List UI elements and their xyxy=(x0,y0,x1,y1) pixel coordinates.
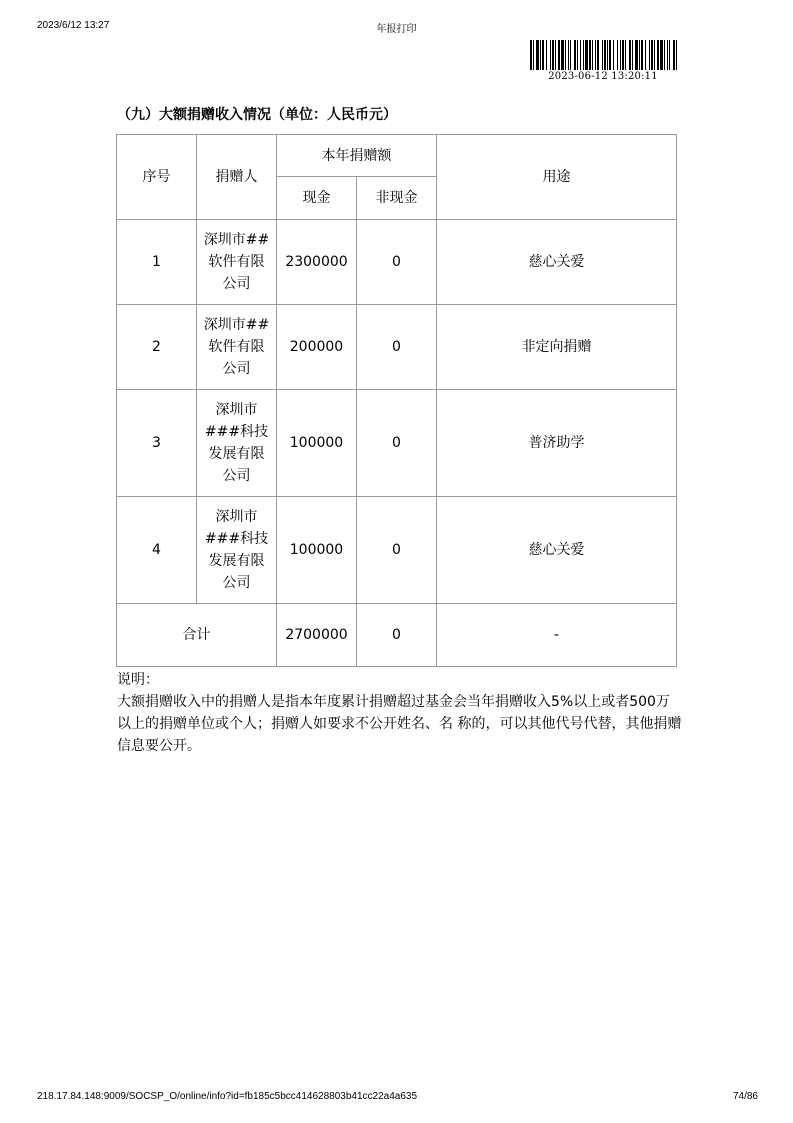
cell-cash: 2300000 xyxy=(277,220,357,305)
cell-noncash: 0 xyxy=(357,390,437,497)
donation-table xyxy=(116,134,677,667)
table-row xyxy=(117,390,677,497)
section-title: （九）大额捐赠收入情况（单位：人民币元） xyxy=(117,107,397,123)
cell-seq: 1 xyxy=(117,220,197,305)
cell-purpose: 慈心关爱 xyxy=(437,497,677,604)
footer-url: 218.17.84.148:9009/SOCSP_O/online/info?id=fb185c5bcc414628803b41cc22a4a635 xyxy=(37,1091,418,1102)
cell-seq: 4 xyxy=(117,497,197,604)
cell-donor: 深圳市###科技发展有限公司 xyxy=(197,390,277,497)
cell-purpose: 非定向捐赠 xyxy=(437,305,677,390)
table-row xyxy=(117,305,677,390)
cell-donor: 深圳市##软件有限公司 xyxy=(197,305,277,390)
table-row xyxy=(117,220,677,305)
barcode xyxy=(530,40,677,70)
cell-noncash: 0 xyxy=(357,497,437,604)
barcode-timestamp: 2023-06-12 13:20:11 xyxy=(548,71,658,82)
table-header-row xyxy=(117,135,677,177)
header-purpose: 用途 xyxy=(437,135,677,220)
total-label: 合计 xyxy=(117,604,277,667)
cell-purpose: 慈心关爱 xyxy=(437,220,677,305)
cell-donor: 深圳市###科技发展有限公司 xyxy=(197,497,277,604)
cell-purpose: 普济助学 xyxy=(437,390,677,497)
print-datetime: 2023/6/12 13:27 xyxy=(37,20,110,31)
table-row xyxy=(117,497,677,604)
notes xyxy=(117,669,682,757)
cell-cash: 100000 xyxy=(277,390,357,497)
cell-noncash: 0 xyxy=(357,220,437,305)
header-seq: 序号 xyxy=(117,135,197,220)
page-number: 74/86 xyxy=(732,1091,758,1102)
notes-text: 大额捐赠收入中的捐赠人是指本年度累计捐赠超过基金会当年捐赠收入5%以上或者500万以上的捐赠单位或个人；捐赠人如要求不公开姓名、名 称的，可以其他代号代替，其他捐赠信息要公开。 xyxy=(117,694,682,754)
cell-noncash: 0 xyxy=(357,305,437,390)
header-cash: 现金 xyxy=(277,177,357,220)
notes-label: 说明： xyxy=(117,672,159,688)
cell-cash: 200000 xyxy=(277,305,357,390)
total-purpose: - xyxy=(437,604,677,667)
print-title: 年报打印 xyxy=(376,24,417,35)
cell-seq: 2 xyxy=(117,305,197,390)
cell-cash: 100000 xyxy=(277,497,357,604)
header-amount-group: 本年捐赠额 xyxy=(277,135,437,177)
total-cash: 2700000 xyxy=(277,604,357,667)
cell-seq: 3 xyxy=(117,390,197,497)
header-noncash: 非现金 xyxy=(357,177,437,220)
header-donor: 捐赠人 xyxy=(197,135,277,220)
table-total-row xyxy=(117,604,677,667)
cell-donor: 深圳市##软件有限公司 xyxy=(197,220,277,305)
total-noncash: 0 xyxy=(357,604,437,667)
